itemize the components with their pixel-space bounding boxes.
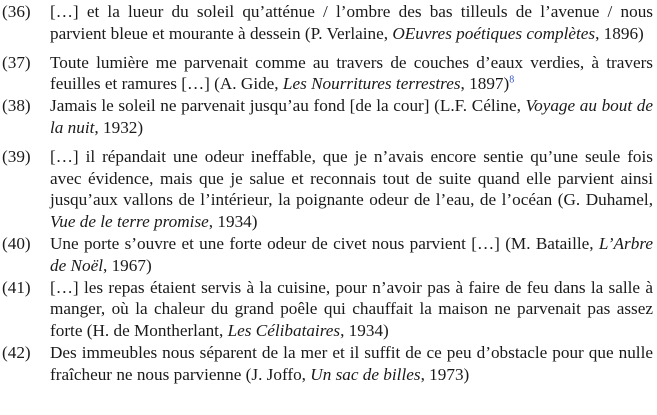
example-text	[50, 277, 657, 342]
example-body: […] et la lueur du soleil qu’atténue / l’ombre des bas tilleuls de l’avenue / nous parvient bleue et mourante à dessein (P. Verlaine,	[50, 2, 653, 43]
example-number: (41)	[2, 277, 31, 297]
example-36	[0, 1, 657, 45]
example-text	[50, 1, 657, 45]
citation-year: , 1896)	[595, 23, 644, 43]
footnote-marker[interactable]: 8	[509, 74, 515, 86]
citation-year: , 1967)	[102, 255, 152, 275]
example-number: (38)	[2, 96, 31, 116]
citation-year: , 1897)	[460, 74, 510, 94]
example-body: Jamais le soleil ne parvenait jusqu’au fond [de la cour] (L.F. Céline,	[50, 96, 526, 116]
example-42	[0, 342, 657, 386]
example-body: Des immeubles nous séparent de la mer et il suffit de ce peu d’obstacle pour que nulle fraîcheur ne nous parvienne (J. Joffo,	[50, 342, 653, 384]
citation-year: , 1934)	[340, 321, 389, 341]
example-number: (39)	[2, 146, 31, 166]
work-title: Les Célibataires	[227, 321, 341, 341]
example-39	[0, 146, 657, 233]
work-title: Les Nourritures terrestres	[282, 74, 461, 94]
work-title: Vue de le terre promise	[50, 212, 209, 232]
work-title: Voyage au bout de la nuit	[50, 96, 653, 137]
example-number: (42)	[2, 342, 31, 362]
example-text	[50, 146, 657, 233]
example-number: (40)	[2, 233, 31, 253]
example-body: Toute lumière me parvenait comme au travers de couches d’eaux verdies, à travers feuilles et ramures […] (A. Gide,	[50, 52, 653, 94]
citation-year: , 1973)	[420, 364, 470, 384]
example-body: […] il répandait une odeur ineffable, que je n’avais encore sentie qu’une seule fois avec évidence, mais que je salue et reconnais tout de suite quand elle parvient ainsi jusqu’aux vallons de l’intérieur, la poignante odeur de l’eau, de l’océan (G. Duhamel,	[50, 146, 653, 210]
example-number: (37)	[2, 52, 31, 72]
work-title: L’Arbre de Noël	[50, 233, 653, 275]
example-40	[0, 233, 657, 277]
work-title: Un sac de billes	[310, 364, 421, 384]
example-38	[0, 95, 657, 139]
example-text	[50, 52, 657, 96]
example-text	[50, 95, 657, 139]
example-37	[0, 52, 657, 96]
example-text	[50, 233, 657, 277]
example-text	[50, 342, 657, 386]
example-41	[0, 277, 657, 342]
work-title: OEuvres poétiques complètes	[392, 23, 596, 43]
example-number: (36)	[2, 2, 31, 21]
citation-year: , 1932)	[94, 117, 144, 137]
citation-year: , 1934)	[208, 212, 258, 232]
example-body: Une porte s’ouvre et une forte odeur de civet nous parvient […] (M. Bataille,	[50, 233, 599, 253]
example-body: […] les repas étaient servis à la cuisine, pour n’avoir pas à faire de feu dans la salle à manger, où la chaleur du grand poêle qui chauffait la maison ne parvenait pas assez forte (H. de Montherlant,	[50, 277, 653, 341]
